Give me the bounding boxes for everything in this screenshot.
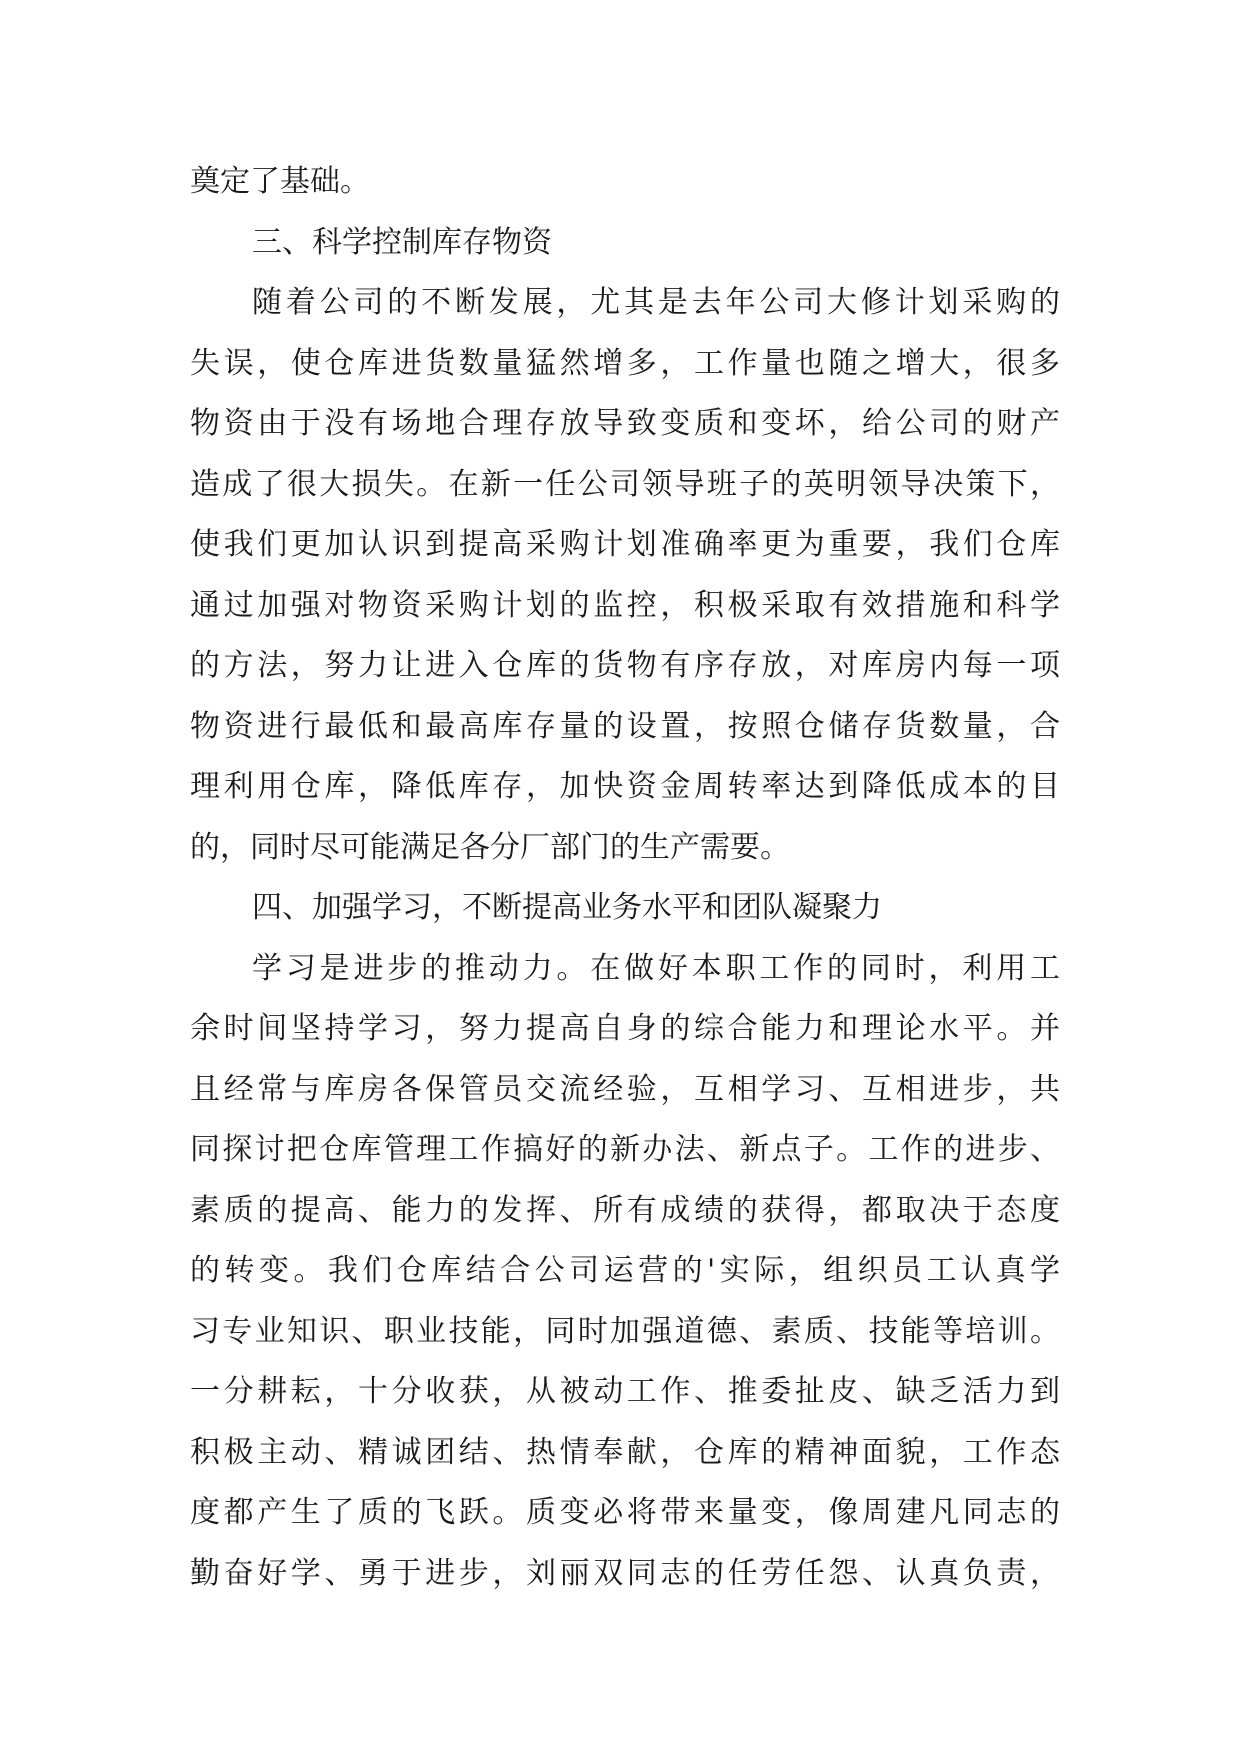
paragraph-line: 的方法，努力让进入仓库的货物有序存放，对库房内每一项	[190, 648, 1060, 683]
paragraph-line: 失误，使仓库进货数量猛然增多，工作量也随之增大，很多	[190, 345, 1060, 381]
paragraph-line: 的，同时尽可能满足各分厂部门的生产需要。	[190, 829, 790, 865]
paragraph-line: 一分耕耘，十分收获，从被动工作、推委扯皮、缺乏活力到	[190, 1374, 1060, 1409]
paragraph-line: 素质的提高、能力的发挥、所有成绩的获得，都取决于态度	[190, 1192, 1060, 1228]
paragraph-line: 同探讨把仓库管理工作搞好的新办法、新点子。工作的进步、	[190, 1132, 1060, 1167]
paragraph-line: 使我们更加认识到提高采购计划准确率更为重要，我们仓库	[190, 527, 1060, 562]
paragraph-line: 造成了很大损失。在新一任公司领导班子的英明领导决策下，	[190, 466, 1060, 502]
section-heading: 四、加强学习，不断提高业务水平和团队凝聚力	[252, 890, 882, 925]
body-text	[190, 152, 1060, 1604]
paragraph-line: 奠定了基础。	[190, 164, 370, 199]
paragraph-line: 度都产生了质的飞跃。质变必将带来量变，像周建凡同志的	[190, 1495, 1060, 1530]
paragraph-line: 勤奋好学、勇于进步，刘丽双同志的任劳任怨、认真负责，	[190, 1555, 1060, 1591]
paragraph-line: 余时间坚持学习，努力提高自身的综合能力和理论水平。并	[190, 1011, 1060, 1046]
paragraph-line: 随着公司的不断发展，尤其是去年公司大修计划采购的	[252, 285, 1060, 320]
paragraph-line: 物资进行最低和最高库存量的设置，按照仓储存货数量，合	[190, 708, 1060, 744]
paragraph-line: 通过加强对物资采购计划的监控，积极采取有效措施和科学	[190, 587, 1060, 623]
section-heading: 三、科学控制库存物资	[252, 224, 552, 260]
paragraph-line: 且经常与库房各保管员交流经验，互相学习、互相进步，共	[190, 1071, 1060, 1107]
paragraph-line: 积极主动、精诚团结、热情奉献，仓库的精神面貌，工作态	[190, 1434, 1060, 1470]
paragraph-line: 习专业知识、职业技能，同时加强道德、素质、技能等培训。	[190, 1313, 1060, 1349]
paragraph-line: 学习是进步的推动力。在做好本职工作的同时，利用工	[252, 950, 1060, 986]
paragraph-line: 的转变。我们仓库结合公司运营的'实际，组织员工认真学	[190, 1253, 1060, 1288]
paragraph-line: 理利用仓库，降低库存，加快资金周转率达到降低成本的目	[190, 769, 1060, 804]
paragraph-line: 物资由于没有场地合理存放导致变质和变坏，给公司的财产	[190, 406, 1060, 441]
